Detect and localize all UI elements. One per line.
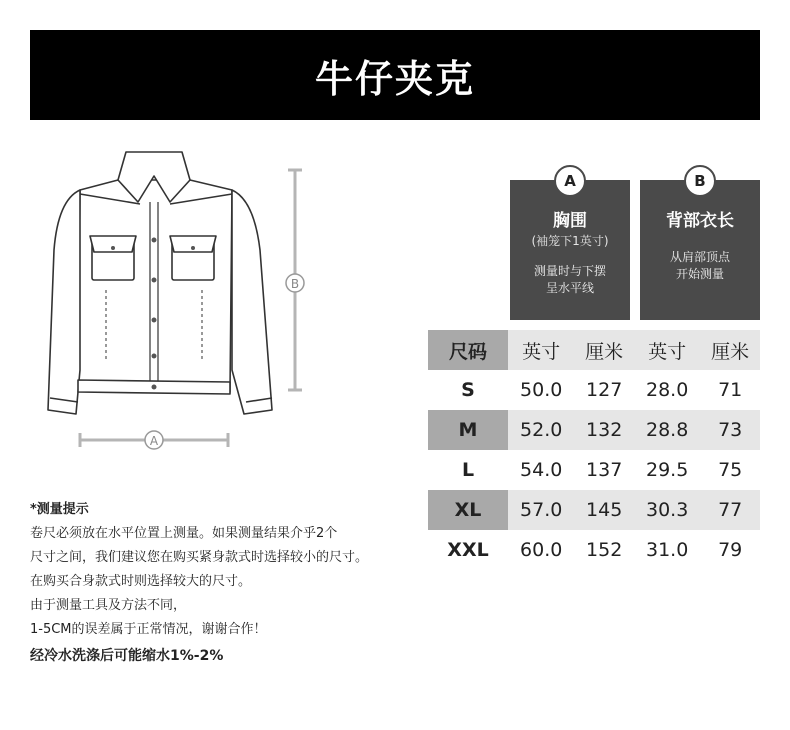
back-inch-cell: 28.8 [634, 410, 700, 450]
back-inch-cell: 30.3 [634, 490, 700, 530]
measure-desc-line: 开始测量 [675, 267, 724, 281]
back-cm-cell: 73 [700, 410, 760, 450]
size-cell: XXL [447, 539, 489, 561]
size-cell: L [461, 459, 475, 481]
chest-inch-cell: 50.0 [520, 379, 563, 401]
measure-title-chest: 胸围 [553, 211, 587, 231]
header-back-inch: 英寸 [634, 330, 700, 370]
measure-card-back-length [640, 172, 760, 320]
dimension-label-b: B [290, 277, 300, 291]
back-cm-cell: 75 [718, 459, 743, 481]
measure-desc-back-length [640, 249, 760, 283]
shrinkage-note: 经冷水洗涤后可能缩水1%-2% [30, 648, 224, 664]
table-row [428, 370, 760, 410]
table-header-row [428, 330, 760, 370]
size-chart-table [428, 330, 760, 570]
back-cm-cell: 71 [718, 379, 743, 401]
measure-badge-b: B [684, 165, 716, 197]
notes-line: 在购买合身款式时则选择较大的尺寸。 [30, 574, 252, 589]
header-size: 尺码 [428, 330, 508, 370]
chest-inch-cell: 60.0 [520, 539, 563, 561]
jacket-right-sleeve [232, 190, 272, 414]
measure-desc-line: 呈水平线 [545, 281, 594, 295]
notes-line: 尺寸之间，我们建议您在购买紧身款式时选择较小的尺寸。 [30, 550, 369, 565]
measure-badge-a: A [554, 165, 586, 197]
measure-desc-line: 从肩部顶点 [669, 250, 730, 264]
table-row [428, 530, 760, 570]
notes-title: *测量提示 [30, 502, 89, 517]
measure-title-back-length: 背部衣长 [666, 211, 734, 231]
jacket-diagram [40, 140, 330, 460]
back-cm-cell: 79 [718, 539, 743, 561]
measurement-notes [30, 498, 410, 668]
back-inch-cell: 28.0 [646, 379, 689, 401]
table-row [428, 490, 760, 530]
jacket-left-sleeve [48, 190, 80, 414]
measure-subtitle-chest: (袖笼下1英寸) [531, 234, 609, 248]
measure-desc-chest [510, 263, 630, 297]
back-cm-cell: 77 [700, 490, 760, 530]
chest-cm-cell: 127 [586, 379, 623, 401]
header-chest-inch: 英寸 [508, 330, 574, 370]
title-banner [30, 30, 760, 120]
page-title: 牛仔夹克 [314, 56, 475, 101]
chest-cm-cell: 145 [574, 490, 634, 530]
jacket-illustration [40, 140, 330, 460]
chest-inch-cell: 57.0 [508, 490, 574, 530]
notes-line: 卷尺必须放在水平位置上测量。如果测量结果介乎2个 [30, 526, 338, 541]
header-back-cm: 厘米 [700, 330, 760, 370]
measure-card-chest [510, 172, 630, 320]
table-row [428, 410, 760, 450]
chest-cm-cell: 137 [586, 459, 623, 481]
size-cell: S [461, 379, 475, 401]
back-inch-cell: 29.5 [646, 459, 689, 481]
measure-desc-line: 测量时与下摆 [533, 264, 606, 278]
notes-line: 由于测量工具及方法不同， [30, 598, 187, 613]
jacket-body [78, 180, 232, 392]
notes-line: 1-5CM的误差属于正常情况，谢谢合作！ [30, 622, 267, 637]
chest-cm-cell: 132 [574, 410, 634, 450]
size-cell: XL [428, 490, 508, 530]
back-inch-cell: 31.0 [646, 539, 689, 561]
chest-inch-cell: 52.0 [508, 410, 574, 450]
chest-cm-cell: 152 [586, 539, 623, 561]
dimension-label-a: A [149, 434, 159, 448]
size-cell: M [428, 410, 508, 450]
table-row [428, 450, 760, 490]
chest-inch-cell: 54.0 [520, 459, 563, 481]
header-chest-cm: 厘米 [574, 330, 634, 370]
